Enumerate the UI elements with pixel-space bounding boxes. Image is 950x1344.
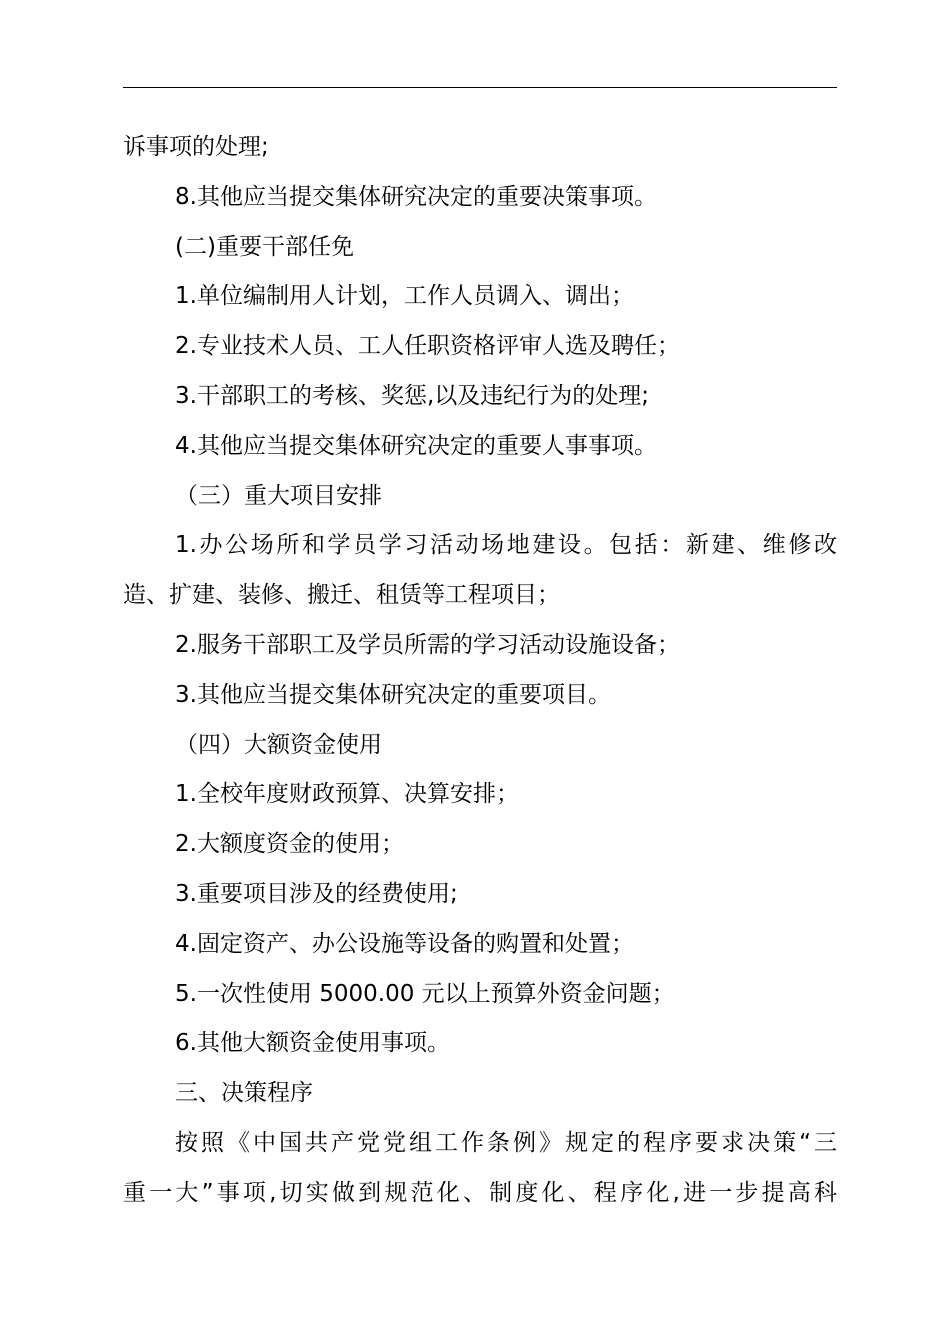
list-item: 4.固定资产、办公设施等设备的购置和处置；	[175, 930, 634, 957]
list-item: 1.办公场所和学员学习活动场地建设。包括：新建、维修改	[175, 532, 837, 559]
paragraph-line: 重一大”事项,切实做到规范化、制度化、程序化,进一步提高科	[123, 1179, 837, 1206]
list-item: 2.专业技术人员、工人任职资格评审人选及聘任；	[175, 333, 680, 360]
list-item: 3.干部职工的考核、奖惩,以及违纪行为的处理;	[175, 382, 650, 409]
list-item: 3.重要项目涉及的经费使用;	[175, 880, 458, 907]
section-heading: 三、决策程序	[175, 1080, 313, 1107]
list-item: 5.一次性使用 5000.00 元以上预算外资金问题；	[175, 980, 675, 1007]
section-heading: （三）重大项目安排	[175, 482, 382, 509]
list-item: 6.其他大额资金使用事项。	[175, 1030, 450, 1057]
list-item: 1.单位编制用人计划，工作人员调入、调出；	[175, 283, 634, 310]
section-heading: （四）大额资金使用	[175, 731, 382, 758]
list-item-continuation: 造、扩建、装修、搬迁、租赁等工程项目；	[123, 582, 560, 609]
list-item: 2.服务干部职工及学员所需的学习活动设施设备；	[175, 631, 680, 658]
section-heading: (二)重要干部任免	[175, 233, 354, 260]
document-body	[123, 123, 837, 1219]
header-rule	[123, 87, 837, 88]
paragraph-line: 按照《中国共产党党组工作条例》规定的程序要求决策“三	[175, 1129, 837, 1156]
list-item: 1.全校年度财政预算、决算安排；	[175, 781, 519, 808]
list-item: 3.其他应当提交集体研究决定的重要项目。	[175, 681, 611, 708]
list-item: 2.大额度资金的使用；	[175, 831, 404, 858]
list-item: 4.其他应当提交集体研究决定的重要人事事项。	[175, 432, 657, 459]
paragraph-line: 8.其他应当提交集体研究决定的重要决策事项。	[175, 183, 657, 210]
paragraph-line: 诉事项的处理;	[123, 134, 269, 160]
